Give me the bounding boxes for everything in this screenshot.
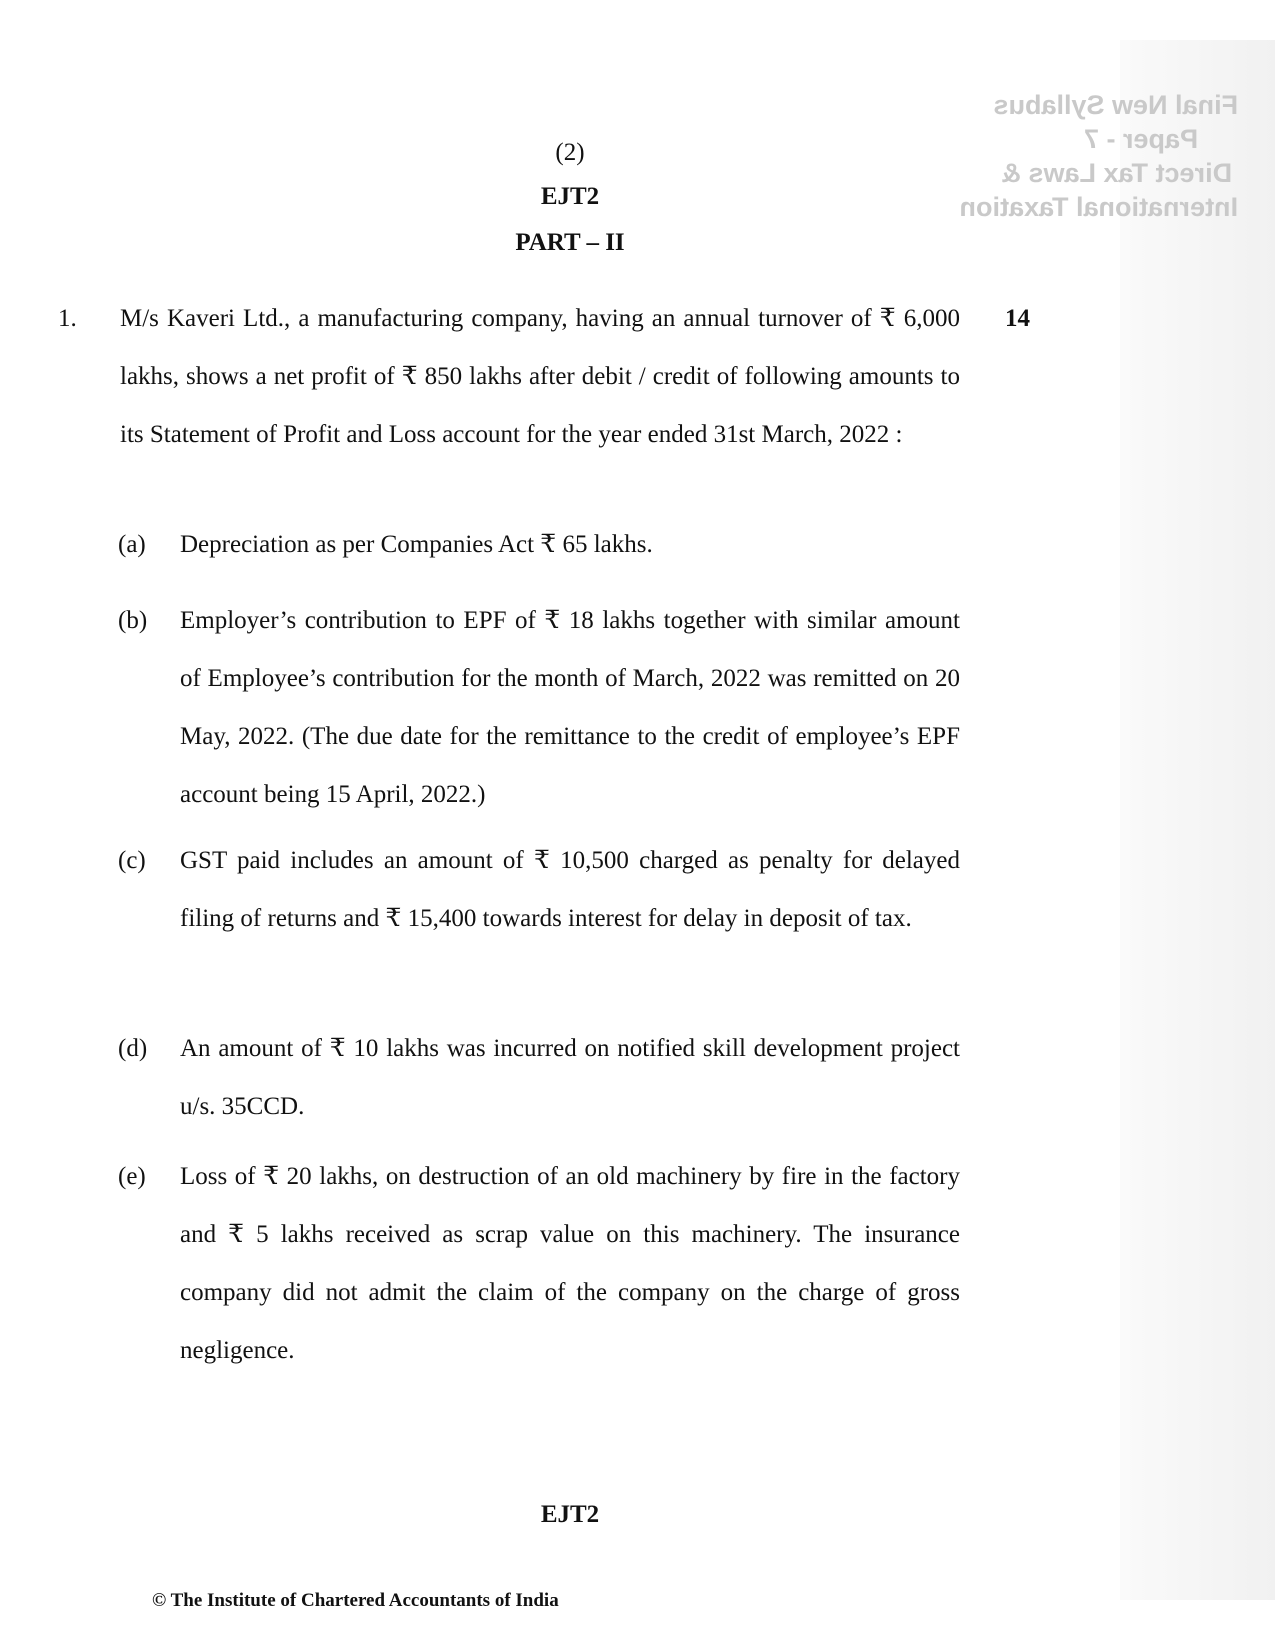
- paper-code: EJT2: [540, 183, 600, 210]
- question-intro: M/s Kaveri Ltd., a manufacturing company, having an annual turnover of ₹ 6,000 lakhs, shows a net profit of ₹ 850 lakhs after debit / credit of following amounts to its Statement of Profit and Loss account for the year ended 31st March, 2022 :: [120, 305, 960, 448]
- sub-question-text: Employer’s contribution to EPF of ₹ 18 lakhs together with similar amount of Employee’s contribution for the month of March, 2022 was remitted on 20 May, 2022. (The due date for the remittance to the credit of employee’s EPF account being 15 April, 2022.): [180, 607, 960, 808]
- sub-question-label: (b): [118, 607, 148, 634]
- page-number: (2): [555, 139, 585, 166]
- part-heading: PART – II: [515, 229, 625, 256]
- sub-question-text: Depreciation as per Companies Act ₹ 65 lakhs.: [180, 531, 653, 558]
- sub-question-label: (a): [118, 531, 146, 558]
- bleed-line-3: Direct Tax Laws &: [1001, 158, 1233, 188]
- bleed-line-4: International Taxation: [960, 192, 1239, 222]
- sub-question-text: An amount of ₹ 10 lakhs was incurred on notified skill development project u/s. 35CCD.: [180, 1035, 960, 1120]
- sub-question-label: (d): [118, 1035, 148, 1062]
- bleed-line-1: Final New Syllabus: [993, 90, 1239, 120]
- sub-question-label: (c): [118, 847, 146, 874]
- footer-paper-code: EJT2: [540, 1501, 600, 1528]
- sub-question-text: Loss of ₹ 20 lakhs, on destruction of an old machinery by fire in the factory and ₹ 5 lakhs received as scrap value on this machinery. The insurance company did not admit the claim of the company on the charge of gross negligence.: [180, 1163, 960, 1364]
- copyright-notice: © The Institute of Chartered Accountants of India: [152, 1590, 559, 1611]
- question-number: 1.: [58, 305, 77, 332]
- scan-shadow: [1120, 40, 1275, 1600]
- sub-question-text: GST paid includes an amount of ₹ 10,500 charged as penalty for delayed filing of returns and ₹ 15,400 towards interest for delay in deposit of tax.: [180, 847, 960, 932]
- question-marks: 14: [1005, 305, 1030, 332]
- bleed-line-2: Paper - 7: [1084, 124, 1199, 154]
- sub-question-label: (e): [118, 1163, 146, 1190]
